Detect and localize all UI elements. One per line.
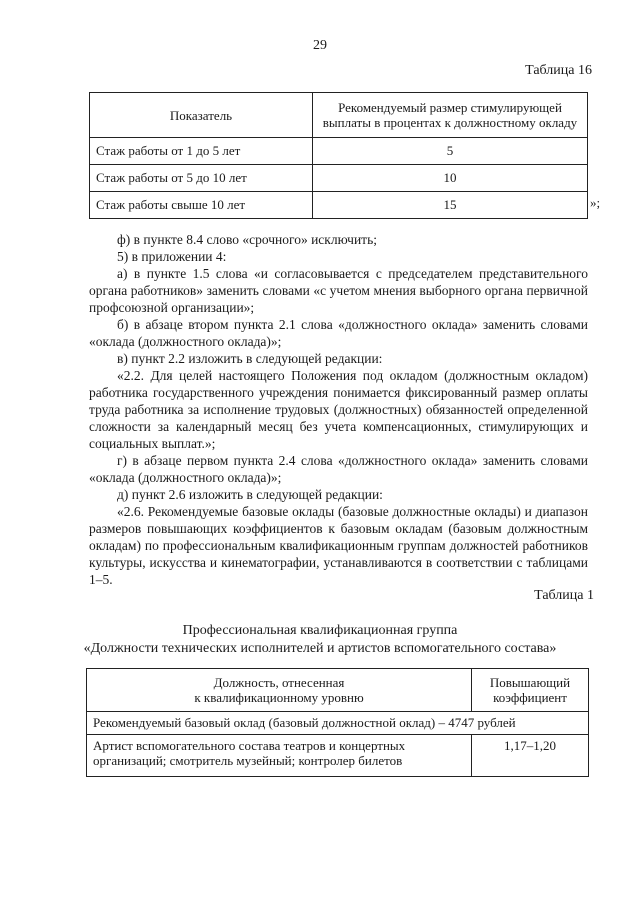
base-salary-text: Рекомендуемый базовый оклад (базовый должностной оклад) – 4747 рублей — [87, 712, 589, 735]
amendments-text — [89, 231, 588, 588]
group-title — [0, 622, 640, 658]
header-recommended-line1: Рекомендуемый размер стимулирующей — [338, 100, 562, 115]
closing-quote: »; — [590, 195, 601, 210]
table-1-caption: Таблица 1 — [534, 588, 594, 603]
position-line1: Артист вспомогательного состава театров и концертных — [93, 738, 406, 753]
table-row — [90, 165, 588, 192]
table-16 — [89, 92, 588, 219]
position-cell — [87, 735, 472, 777]
row-label: Стаж работы от 1 до 5 лет — [90, 138, 313, 165]
header-coefficient-line2: коэффициент — [493, 690, 567, 705]
table-row — [90, 192, 588, 219]
table-row — [90, 138, 588, 165]
table-16-caption: Таблица 16 — [525, 63, 592, 78]
row-value: 5 — [313, 138, 588, 165]
paragraph-2-6: «2.6. Рекомендуемые базовые оклады (базовые должностные оклады) и диапазон размеров повышающих коэффициентов к базовым окладам (базовым должностным окладам) по профессиональным квалификационным группам должностей работников культуры, искусства и кинематографии, устанавливаются в соответствии с таблицами 1–5. — [89, 504, 588, 587]
paragraph-v: в) пункт 2.2 изложить в следующей редакции: — [117, 351, 383, 366]
header-indicator — [90, 93, 313, 138]
paragraph-5: 5) в приложении 4: — [117, 249, 227, 264]
paragraph-g: г) в абзаце первом пункта 2.4 слова «должностного оклада» заменить словами «оклада (должностного оклада)»; — [89, 453, 588, 485]
row-label: Стаж работы от 5 до 10 лет — [90, 165, 313, 192]
paragraph-a: а) в пункте 1.5 слова «и согласовывается с председателем представительного органа работников» заменить словами «с учетом мнения выборного органа первичной профсоюзной организации»; — [89, 266, 588, 315]
table-1 — [86, 668, 589, 777]
row-value: 10 — [313, 165, 588, 192]
header-recommended-line2: выплаты в процентах к должностному окладу — [322, 115, 578, 130]
header-recommended-payment — [313, 93, 588, 138]
header-position-line1: Должность, отнесенная — [213, 675, 345, 690]
table-header-row — [90, 93, 588, 138]
group-title-line2: «Должности технических исполнителей и артистов вспомогательного состава» — [83, 641, 557, 656]
paragraph-2-2: «2.2. Для целей настоящего Положения под окладом (должностным окладом) работника государственного учреждения понимается фиксированный размер оплаты труда работника за исполнение трудовых (должностных) обязанностей определенной сложности за календарный месяц без учета компенсационных, стимулирующих и социальных выплат.»; — [89, 368, 588, 451]
page-number: 29 — [313, 38, 327, 53]
paragraph-f: ф) в пункте 8.4 слово «срочного» исключить; — [117, 232, 377, 247]
table-row — [87, 735, 589, 777]
base-salary-row — [87, 712, 589, 735]
header-indicator-text: Показатель — [169, 107, 233, 123]
header-coefficient — [472, 669, 589, 712]
group-title-line1: Профессиональная квалификационная группа — [182, 623, 458, 638]
header-position-line2: к квалификационному уровню — [194, 690, 364, 705]
row-label: Стаж работы свыше 10 лет — [90, 192, 313, 219]
header-position — [87, 669, 472, 712]
paragraph-b: б) в абзаце втором пункта 2.1 слова «должностного оклада» заменить словами «оклада (должностного оклада)»; — [89, 317, 588, 349]
table-header-row — [87, 669, 589, 712]
row-value: 15 — [313, 192, 588, 219]
header-coefficient-line1: Повышающий — [489, 675, 571, 690]
paragraph-d: д) пункт 2.6 изложить в следующей редакции: — [117, 487, 383, 502]
position-line2: организаций; смотритель музейный; контролер билетов — [93, 753, 403, 768]
coefficient-cell: 1,17–1,20 — [472, 735, 589, 777]
